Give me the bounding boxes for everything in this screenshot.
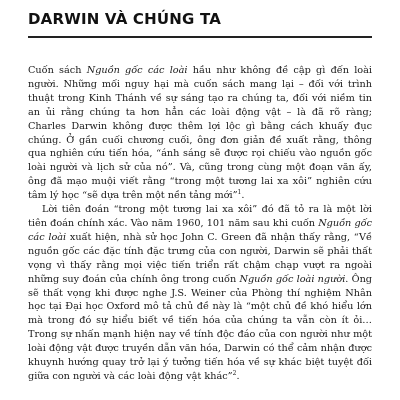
text-run: .	[241, 190, 245, 202]
book-title-italic: Nguồn gốc loài người	[239, 273, 346, 285]
text-run: xuất hiện, nhà sử học John C. Green đã nhận thấy rằng, “Về nguồn gốc các đặc tính đặc trưng của con người, Darwin sẽ phải thất vọng vì thấy rằng mọi việc tiến triển rất chậm chạp vượt ra ngoài những suy đoán của chính ông trong cuốn	[28, 231, 372, 285]
text-run: Cuốn sách	[28, 65, 87, 76]
footnote-marker: 1	[237, 188, 242, 196]
chapter-title: DARWIN VÀ CHÚNG TA	[28, 10, 222, 28]
footnote-marker: 2	[232, 369, 237, 377]
text-run: .	[236, 370, 240, 382]
paragraph	[28, 64, 372, 203]
book-title-italic: Nguồn gốc các loài	[28, 217, 372, 243]
text-run: Lời tiên đoán “trong một tương lai xa xôi” đó đã tỏ ra là một lời tiên đoán chính xác. Vào năm 1960, 101 năm sau khi cuốn	[28, 204, 372, 229]
title-underline	[28, 36, 372, 38]
book-title-italic: Nguồn gốc các loài	[86, 65, 188, 76]
chapter-body	[28, 64, 372, 384]
text-run: hầu như không đề cập gì đến loài người. Những mối nguy hại mà cuốn sách mang lại – đối với trình thuật trong Kinh Thánh về sự sáng tạo ra chúng ta, đối với niềm tin an ủi rằng chúng ta hơn hẳn các loài động vật – là đã rõ ràng; Charles Darwin không được thêm lợi lộc gì bằng cách khuấy đục chúng. Ở gần cuối chương cuối, ông đơn giản đề xuất rằng, thông qua nghiên cứu tiến hóa, “ánh sáng sẽ được rọi chiếu vào nguồn gốc loài người và lịch sử của nó”. Và, cũng trong cùng một đoạn văn ấy, ông đã mạo muội viết rằng “trong một tương lai xa xôi” nghiên cứu tâm lý học “sẽ dựa trên một nền tảng mới”	[28, 65, 373, 202]
paragraph	[28, 203, 372, 384]
text-run: . Ông sẽ thất vọng khi được nghe J.S. Weiner của Phòng thí nghiệm Nhân học tại Đại học Oxford mô tả chủ đề này là “một chủ đề khó hiểu lớn mà trong đó sự hiểu biết về tiến hóa của chúng ta vẫn còn ít ỏi… Trong sự nhấn mạnh hiện nay về tính độc đáo của con người như một loài động vật được truyền dẫn văn hóa, Darwin có thể cảm nhận được khuynh hướng quay trở lại ý tưởng tiến hóa về sự khác biệt tuyệt đối giữa con người và các loài động vật khác”	[28, 273, 373, 382]
